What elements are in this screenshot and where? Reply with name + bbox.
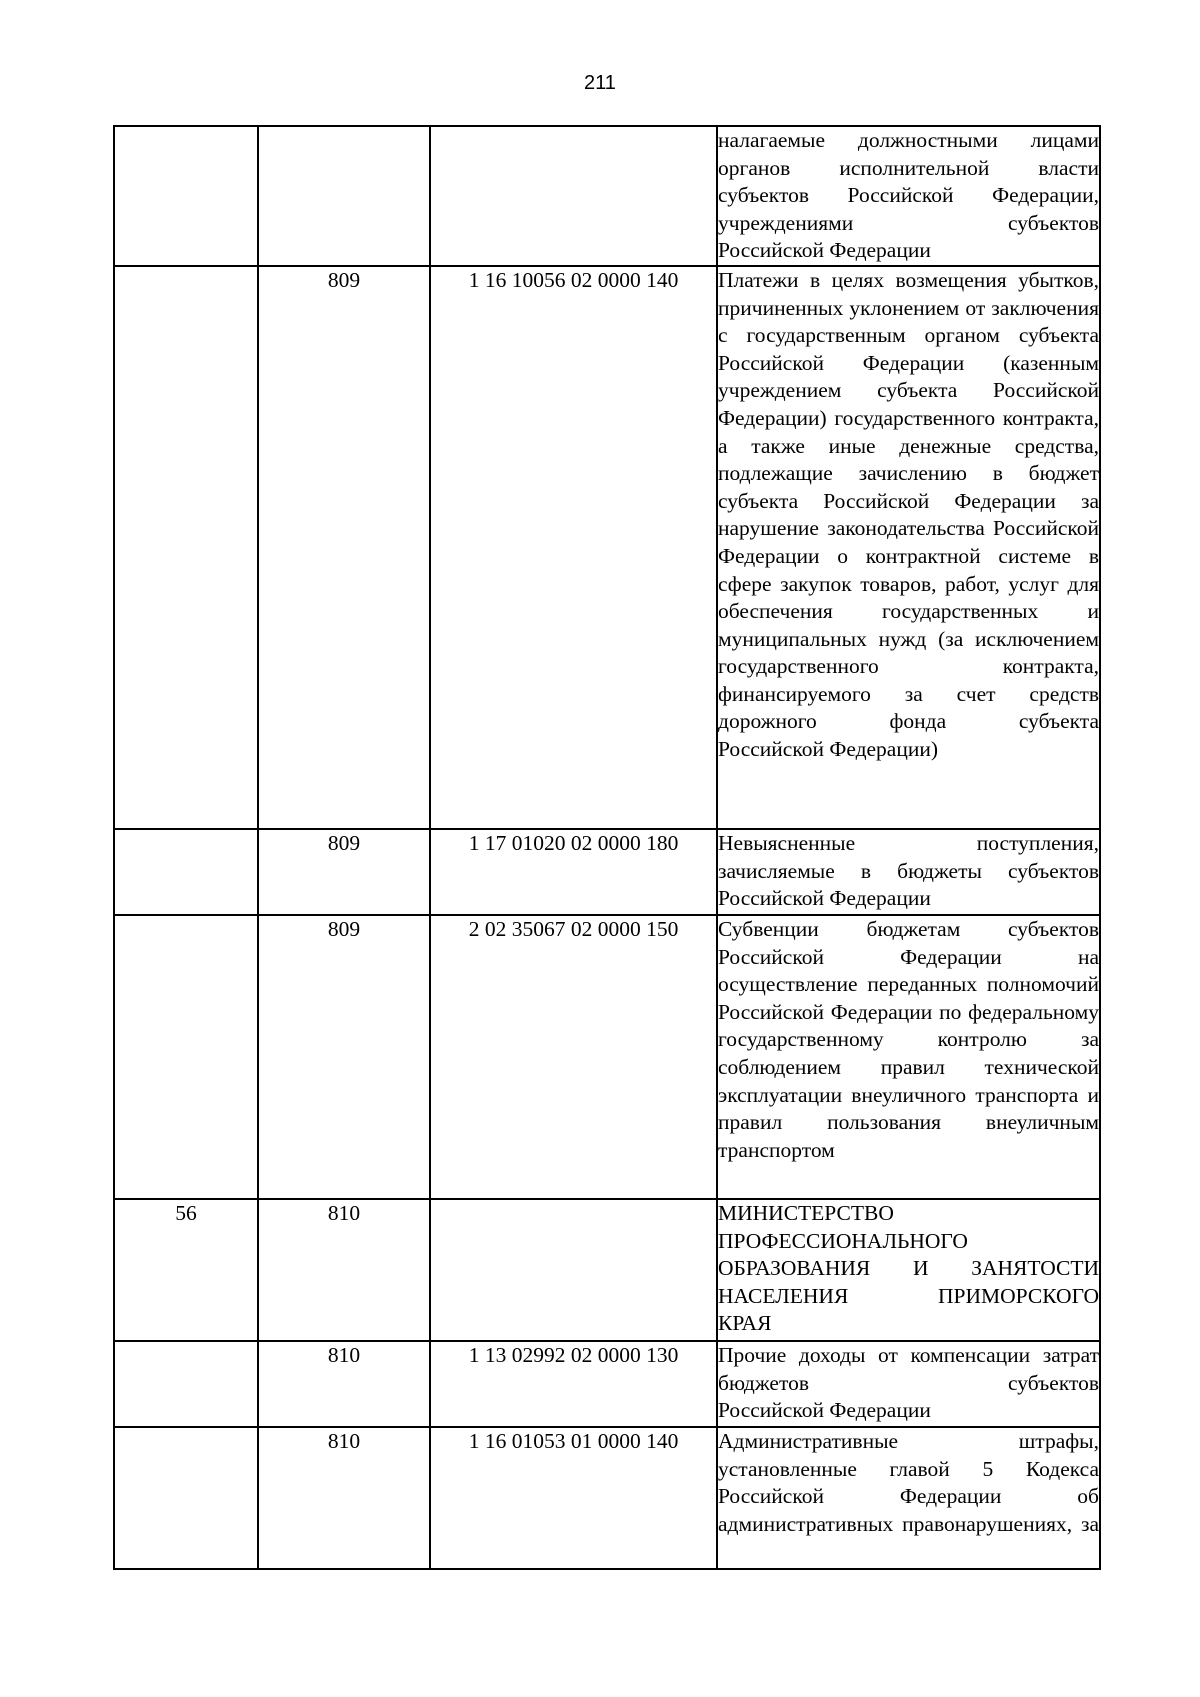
table-row (114, 1199, 1100, 1341)
row-number-cell (114, 829, 258, 915)
table-row (114, 266, 1100, 829)
table-row (114, 126, 1100, 266)
description-text: налагаемые должностными лицами органов исполнительной власти субъектов Российской Федерации, учреждениями субъектов (718, 128, 1099, 235)
row-number-cell (114, 915, 258, 1199)
description-text-last: Российской Федерации (718, 1398, 931, 1423)
description-cell (717, 266, 1100, 829)
description-cell (717, 1341, 1100, 1427)
page-number: 211 (584, 72, 616, 94)
admin-code-cell: 809 (258, 829, 430, 915)
row-number-cell: 56 (114, 1199, 258, 1341)
description-text-last: Российской Федерации (718, 238, 931, 263)
admin-code-cell (258, 126, 430, 266)
description-cell (717, 829, 1100, 915)
budget-code-cell: 1 17 01020 02 0000 180 (430, 829, 717, 915)
budget-code-cell: 1 16 01053 01 0000 140 (430, 1427, 717, 1569)
budget-code-cell (430, 1199, 717, 1341)
table-row (114, 829, 1100, 915)
description-cell (717, 126, 1100, 266)
description-text: МИНИСТЕРСТВО ПРОФЕССИОНАЛЬНОГО ОБРАЗОВАНИЯ И ЗАНЯТОСТИ НАСЕЛЕНИЯ ПРИМОРСКОГО (718, 1200, 1099, 1308)
row-number-cell (114, 1427, 258, 1569)
table-row (114, 915, 1100, 1199)
admin-code-cell: 810 (258, 1199, 430, 1341)
admin-code-cell: 810 (258, 1427, 430, 1569)
description-text: Административные штрафы, установленные главой 5 Кодекса Российской Федерации об административных правонарушениях, за (718, 1428, 1099, 1536)
description-cell (717, 915, 1100, 1199)
description-cell (717, 1427, 1100, 1569)
description-text: Субвенции бюджетам субъектов Российской Федерации на осуществление переданных полномочий Российской Федерации по федеральному государственному контролю за соблюдением правил технической эксплуатации внеуличного транспорта и правил пользования внеуличным (718, 916, 1099, 1135)
budget-code-cell (430, 126, 717, 266)
table-row (114, 1341, 1100, 1427)
row-number-cell (114, 1341, 258, 1427)
admin-code-cell: 809 (258, 266, 430, 829)
row-number-cell (114, 266, 258, 829)
revenue-classification-table (113, 125, 1101, 1570)
admin-code-cell: 810 (258, 1341, 430, 1427)
description-text-last: транспортом (718, 1137, 835, 1162)
description-cell (717, 1199, 1100, 1341)
description-text-last: КРАЯ (718, 1311, 772, 1336)
description-text-last: Российской Федерации (718, 886, 931, 911)
description-text: Платежи в целях возмещения убытков, причиненных уклонением от заключения с государственным органом субъекта Российской Федерации (казенным учреждением субъекта Российской Федерации) государственного контракта, а также иные денежные средства, подлежащие зачислению в бюджет субъекта Российской Федерации за нарушение законодательства Российской Федерации о контрактной системе в сфере закупок товаров, работ, услуг для обеспечения государственных и муниципальных нужд (за исключением государственного контракта, финансируемого за счет средств дорожного фонда субъекта (718, 267, 1099, 734)
budget-code-cell: 2 02 35067 02 0000 150 (430, 915, 717, 1199)
budget-code-cell: 1 13 02992 02 0000 130 (430, 1341, 717, 1427)
description-text: Невыясненные поступления, зачисляемые в бюджеты субъектов (718, 830, 1099, 883)
description-text: Прочие доходы от компенсации затрат бюджетов субъектов (718, 1342, 1099, 1395)
row-number-cell (114, 126, 258, 266)
budget-code-cell: 1 16 10056 02 0000 140 (430, 266, 717, 829)
description-text-last: Российской Федерации) (718, 737, 939, 762)
table-row (114, 1427, 1100, 1569)
admin-code-cell: 809 (258, 915, 430, 1199)
